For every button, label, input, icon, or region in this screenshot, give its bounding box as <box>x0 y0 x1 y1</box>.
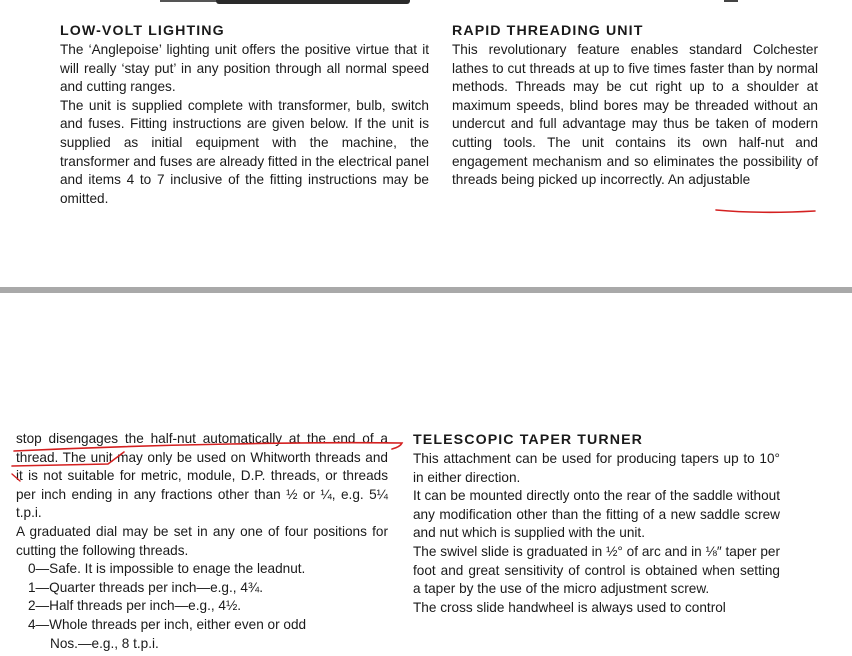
paragraph: The unit is supplied complete with transformer, bulb, switch and fuses. Fitting instructions are given below. If the unit is supplied as initial equipment with the machine, the transformer and fuses are already fitted in the electrical panel and items 4 to 7 inclusive of the fitting instructions may be omitted. <box>60 97 429 206</box>
paragraph: It can be mounted directly onto the rear of the saddle without any modification other than the fitting of a new saddle screw and nut which is supplied with the unit. <box>413 488 780 541</box>
red-underline-mark <box>716 210 815 212</box>
section-heading: LOW-VOLT LIGHTING <box>60 23 225 39</box>
threading-continuation-section <box>16 430 388 653</box>
paragraph: The cross slide handwheel is always used to control <box>413 599 726 615</box>
telescopic-taper-turner-section <box>413 431 780 617</box>
list-item: 2—Half threads per inch—e.g., 4½. <box>28 598 242 614</box>
paragraph: The ‘Anglepoise’ lighting unit offers the positive virtue that it will really ‘stay put’ in any position through all normal speed and cutting ranges. <box>60 42 429 95</box>
list-item-continuation: Nos.—e.g., 8 t.p.i. <box>50 635 159 651</box>
thread-dial-list <box>16 560 388 653</box>
paragraph: This revolutionary feature enables standard Colchester lathes to cut threads at up to five times faster than by normal methods. Threads may be cut right up to a shoulder at maximum speeds, blind bores may be threaded without an undercut and full advantage may thus be taken of modern cutting tools. The unit contains its own half-nut and engagement mechanism and so eliminates the possibility of threads being picked up incorrectly. An adjustable <box>452 42 818 188</box>
rapid-threading-section <box>452 22 818 190</box>
scan-artifact <box>724 0 738 2</box>
section-heading: TELESCOPIC TAPER TURNER <box>413 432 643 448</box>
page-divider <box>0 287 852 293</box>
paragraph: This attachment can be used for producing tapers up to 10° in either direction. <box>413 451 780 485</box>
list-item: 0—Safe. It is impossible to enage the leadnut. <box>28 561 306 577</box>
paragraph: The swivel slide is graduated in ½° of arc and in ⅛″ taper per foot and great sensitivity of control is obtained when setting a taper by the use of the micro adjustment screw. <box>413 543 780 597</box>
scan-artifact <box>216 0 410 4</box>
paragraph: A graduated dial may be set in any one of four positions for cutting the following threads. <box>16 523 388 558</box>
scan-artifact <box>160 0 220 2</box>
low-volt-lighting-section <box>60 22 429 208</box>
list-item: 1—Quarter threads per inch—e.g., 4¾. <box>28 579 263 595</box>
section-heading: RAPID THREADING UNIT <box>452 23 644 39</box>
list-item: 4—Whole threads per inch, either even or odd <box>28 616 307 632</box>
paragraph: stop disengages the half-nut automatically at the end of a thread. The unit may only be used on Whitworth threads and it is not suitable for metric, module, D.P. threads, or threads per inch ending in any fractions other than ½ or ¼, e.g. 5¼ t.p.i. <box>16 431 388 521</box>
